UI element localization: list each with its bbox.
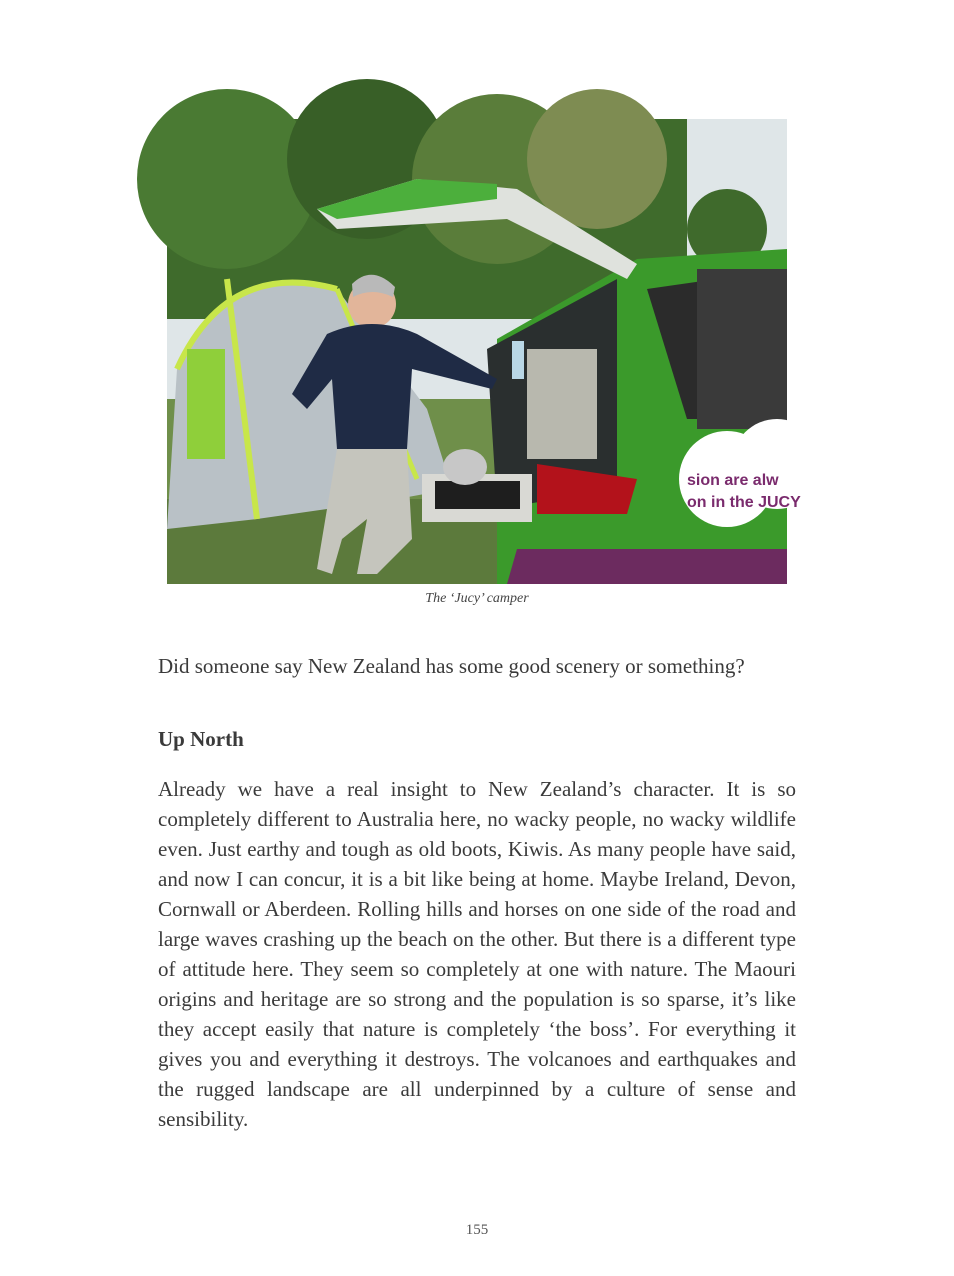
- van-slogan-line2: on in the JUCY: [687, 494, 801, 511]
- figure-caption: The ‘Jucy’ camper: [425, 591, 529, 606]
- section-heading: Up North: [158, 727, 244, 751]
- camper-photo: [167, 119, 801, 584]
- camper-photo-illustration: [167, 119, 801, 584]
- intro-paragraph: Did someone say New Zealand has some good scenery or something?: [158, 654, 745, 678]
- van-slogan-line1: sion are alw: [687, 472, 779, 489]
- page-number: 155: [465, 1222, 489, 1238]
- body-paragraph: Already we have a real insight to New Zealand’s character. It is so completely different to Australia here, no wacky people, no wacky wildlife even. Just earthy and tough as old boots, Kiwis. As many people have said, and now I can concur, it is a bit like being at home. Maybe Ireland, Devon, Cornwall or Aberdeen. Rolling hills and horses on one side of the road and large waves crashing up the beach on the other. But there is a different type of attitude here. They seem so completely at one with nature. The Maouri origins and heritage are so strong and the population is so sparse, it’s like they accept easily that nature is completely ‘the boss’. For everything it gives you and everything it destroys. The volcanoes and earthquakes and the rugged landscape are all underpinned by a culture of sense and sensibility.: [158, 777, 796, 1131]
